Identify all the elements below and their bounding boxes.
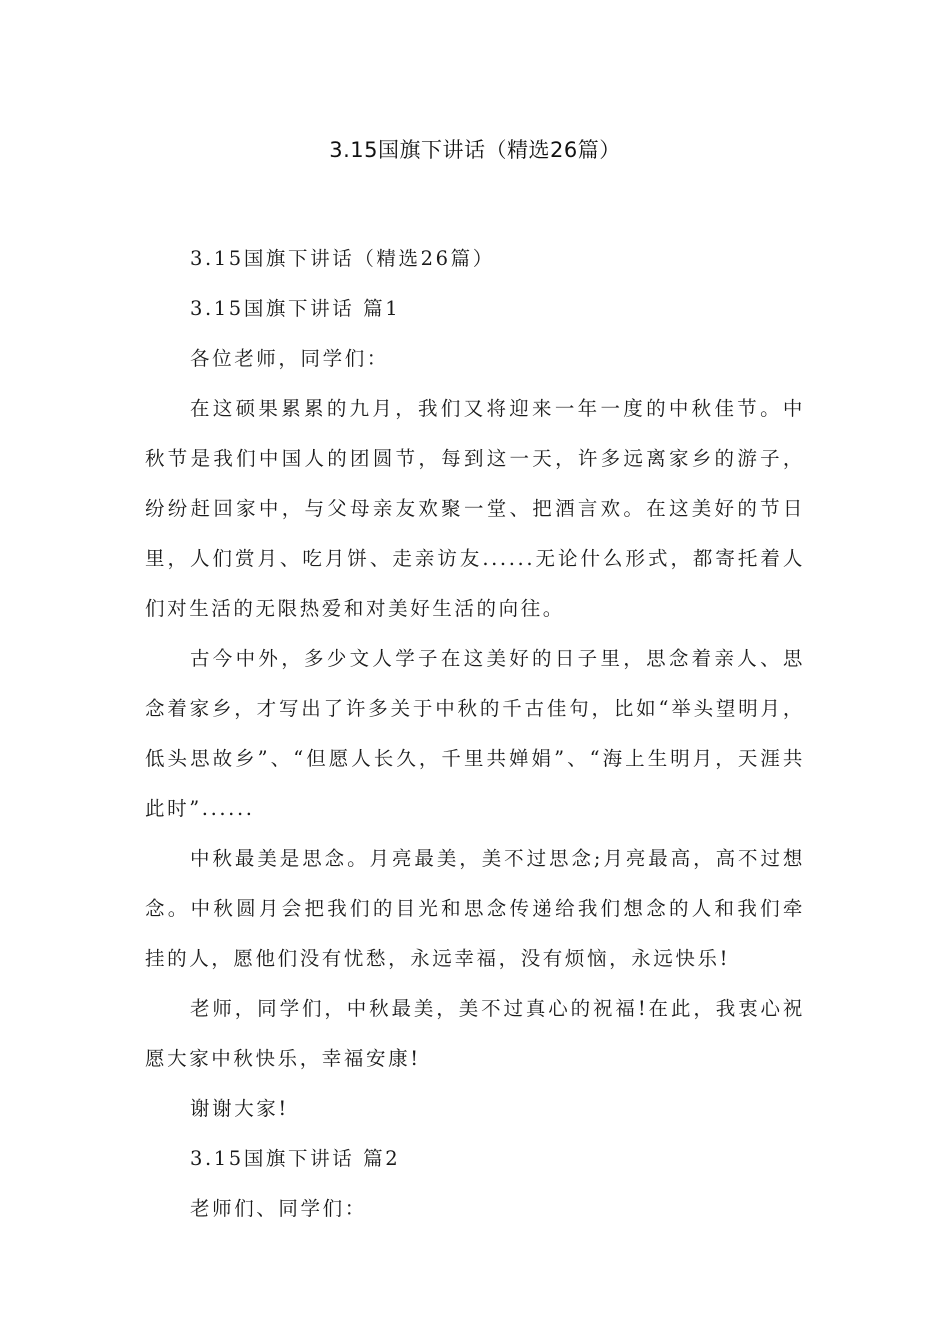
body-paragraph: 中秋最美是思念。月亮最美，美不过思念;月亮最高，高不过想念。中秋圆月会把我们的目光和思念传递给我们想念的人和我们牵挂的人，愿他们没有忧愁，永远幸福，没有烦恼，永远快乐! [145,847,805,970]
closing-paragraph: 谢谢大家! [190,1097,289,1120]
document-body [145,234,805,1234]
section-heading-2: 3.15国旗下讲话 篇2 [190,1147,401,1170]
greeting-paragraph: 老师们、同学们： [190,1197,367,1220]
body-paragraph: 老师，同学们，中秋最美，美不过真心的祝福!在此，我衷心祝愿大家中秋快乐，幸福安康! [145,997,805,1070]
section-heading-1: 3.15国旗下讲话 篇1 [190,297,401,320]
greeting-paragraph: 各位老师，同学们： [190,347,389,370]
body-paragraph: 在这硕果累累的九月，我们又将迎来一年一度的中秋佳节。中秋节是我们中国人的团圆节，每到这一天，许多远离家乡的游子，纷纷赶回家中，与父母亲友欢聚一堂、把酒言欢。在这美好的节日里，人们赏月、吃月饼、走亲访友......无论什么形式，都寄托着人们对生活的无限热爱和对美好生活的向往。 [145,397,805,620]
subtitle-paragraph: 3.15国旗下讲话（精选26篇） [190,247,495,270]
body-paragraph: 古今中外，多少文人学子在这美好的日子里，思念着亲人、思念着家乡，才写出了许多关于中秋的千古佳句，比如“举头望明月，低头思故乡”、“但愿人长久，千里共婵娟”、“海上生明月，天涯共此时”...... [145,647,805,820]
document-title: 3.15国旗下讲话（精选26篇） [329,138,621,162]
